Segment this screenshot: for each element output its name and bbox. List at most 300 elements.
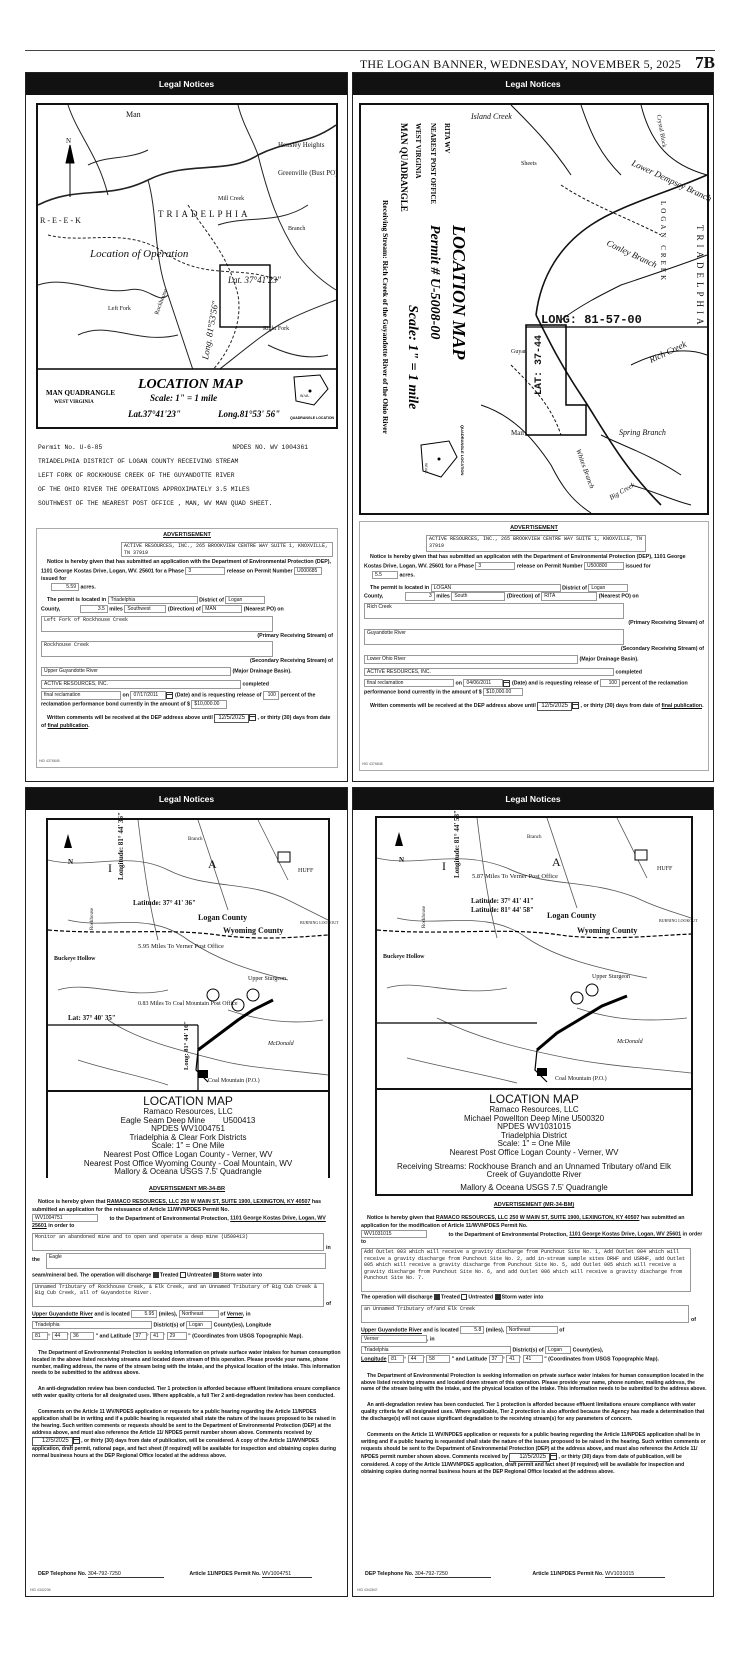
label: District of (562, 585, 587, 592)
label: Treated (441, 1294, 460, 1301)
label: in order to (48, 1222, 75, 1229)
map-label: Sheets (521, 161, 537, 167)
label: The permit is located in (47, 597, 107, 604)
label: (Direction) of (506, 594, 540, 601)
company-address: 250 W MAIN ST, SUITE 1900, LEXINGTON, KY 40507 (509, 1215, 640, 1222)
label: has submitted an application with the Department of Environmental Protection (DEP), 1101 George Kostas Drive, Logan, WV. 25601 for a Phase (41, 559, 332, 575)
label: Written comments will be received at the DEP address above until (47, 715, 213, 722)
purpose-field[interactable]: Monitor an abandoned mine and to open and operate a deep mine (U500413) (32, 1233, 324, 1251)
state-inset (421, 425, 465, 477)
post-office-field[interactable]: RITA (541, 592, 597, 601)
label: " (Coordinates from USGS Topographic Map). (188, 1333, 303, 1340)
map-label: A (208, 857, 217, 871)
quad-label: WEST VIRGINIA (414, 123, 422, 179)
map-label: HUFF (298, 868, 314, 874)
map-label: TRIADELPHIA (158, 209, 251, 219)
label: Comments on the Article 11 WV/NPDES application or requests for a public hearing regarding the Article 11/NPDES application shall be in writing and if a public hearing is requested shall state the nature of the issues proposed to be raised in the hearing. Such written comments or requests should be sent to the Department of Environmental Protection (DEP) at the address above, and must also reference the Article 11/ NPDES permit number shown above. Comments received by (361, 1432, 706, 1460)
label: Notice is hereby given that (367, 1215, 435, 1222)
paragraph-intakes: The Department of Environmental Protection is seeking information on private surface water intakes for human consumption located in the above listed receiving streams and located down stream of this operation. Please provide your name, phone number, mailing address, the name of the stream being with the intake, and the physical location of the intake. This information needs to be submitted to the address above. (32, 1349, 341, 1377)
map-caption (48, 1090, 328, 1178)
secondary-stream-field[interactable]: Rockhouse Creek (41, 641, 273, 657)
label: Notice is hereby given that (38, 1199, 106, 1206)
paragraph-intakes: The Department of Environmental Protection is seeking information on private surface water intakes for human consumption located in the above listed receiving streams and located down stream of this operation. Please provide your name, phone number, mailing address, the name of the stream being with the intake, and the physical location of the intake. This information needs to be submitted to the address above. (361, 1372, 707, 1393)
map-title: LOCATION MAP (138, 377, 243, 392)
map-label: Island Creek (471, 112, 512, 121)
label: of (220, 1311, 226, 1318)
district-select[interactable]: Logan (588, 584, 628, 593)
map-label: A (552, 855, 561, 869)
map-label: Crystal Block (655, 114, 667, 149)
typed-line: OF THE OHIO RIVER THE OPERATIONS APPROXIMATELY 3.5 MILES (38, 486, 250, 493)
basin-field[interactable]: Upper Guyandotte River (41, 667, 231, 676)
basin-name: Upper Guyandotte River (32, 1311, 93, 1318)
map-title: LOCATION MAP (489, 1092, 579, 1106)
label: (Major Drainage Basin). (579, 656, 639, 663)
typed-permit-block (38, 441, 338, 511)
map-label: 0.83 Miles To Coal Mountain Post Office (138, 1001, 238, 1007)
basin-field[interactable]: Lower Ohio River (364, 655, 578, 664)
signature-row (365, 1571, 705, 1578)
label: County(ies), Longitude (213, 1322, 272, 1329)
miles-field[interactable]: 3.5 (80, 605, 108, 614)
phase-field[interactable]: 3 (475, 562, 515, 571)
direction-field[interactable]: Southwest (124, 605, 166, 614)
map-label: Longitude: 81° 44' 58" (453, 810, 461, 878)
place-field[interactable]: Triadelphia (108, 596, 198, 605)
district-field[interactable]: Triadelphia (361, 1346, 511, 1355)
map-scale: Scale: 1" = 1 mile (405, 305, 420, 410)
label: (Date) and is requesting release of (174, 692, 262, 699)
label: District(s) of (153, 1322, 185, 1329)
district-select[interactable]: Logan (225, 596, 265, 605)
label: of Article 11/WVNPDES Permit No. (441, 1222, 528, 1229)
label: of (326, 1300, 331, 1307)
quad-label: RITA WV (443, 123, 451, 154)
direction-field[interactable]: South (451, 592, 505, 601)
map-label: Buckeye Hollow (54, 956, 96, 962)
seam-field[interactable]: Eagle (46, 1253, 326, 1269)
county-field[interactable]: Logan (545, 1346, 571, 1355)
label: , or thirty (30) days from date of (580, 702, 660, 709)
map-label: Spring Branch (619, 428, 666, 437)
miles-field[interactable]: 3 (405, 592, 435, 601)
treated-checkbox[interactable] (153, 1272, 159, 1278)
legal-notice-3 (25, 787, 348, 1597)
dep-address: 1101 George Kostas Drive, Logan, WV 25601 (569, 1231, 682, 1238)
calendar-icon[interactable] (550, 1453, 557, 1460)
applicant-field[interactable]: ACTIVE RESOURCES, INC., 265 BROOKVIEW CENTRE WAY SUITE 1, KNOXVILLE, TN 37919 (426, 535, 646, 552)
label: of (559, 1327, 565, 1334)
deadline-field[interactable]: 12/5/2025 (214, 714, 249, 723)
quadrangle: Mallory & Oceana USGS 7.5' Quadrangle (460, 1182, 608, 1192)
deadline-field[interactable]: 12/5/2025 (509, 1453, 550, 1462)
quad-title: MAN QUADRANGLE (46, 389, 116, 397)
label: (Secondary Receiving Stream) of (620, 645, 704, 652)
label: Comments on the Article 11 WV/NPDES application or requests for a public hearing regarding the Article 11/NPDES application shall be in writing and if a public hearing is requested shall state the nature of the issues proposed to be raised in the hearing. Such written comments or requests should be sent to the Department of Environmental Protection (DEP) at the address above, and must also reference the Article 11/ NPDES permit number shown above. Comments received by (32, 1409, 336, 1436)
application-kind: modification (408, 1222, 440, 1229)
label: (Date) and is requesting release of (511, 680, 599, 687)
label: (Nearest PO) on (243, 606, 284, 613)
map-label: McDonald (617, 1039, 643, 1045)
longitude-min[interactable]: 44 (52, 1332, 68, 1341)
ad-title: ADVERTISEMENT (MR-34-BM) (493, 1202, 575, 1208)
label: Notice is hereby given that (47, 559, 115, 566)
map-label: Upper Sturgeon (248, 976, 287, 982)
inset-label: W.VA. (300, 394, 310, 398)
post-office-field[interactable]: MAN (202, 605, 242, 614)
district-field[interactable]: Triadelphia (32, 1321, 152, 1330)
place-field[interactable]: LOGAN (431, 584, 561, 593)
label: Notice is hereby given that (370, 554, 438, 561)
label: (miles), (485, 1327, 505, 1334)
company-name: RAMACO RESOURCES, LLC (106, 1199, 179, 1206)
notice-bar: Legal Notices (353, 73, 713, 95)
map-label: Rockhouse (422, 905, 427, 928)
map-label: Hensley Heights (278, 141, 325, 149)
label: to the Department of Environmental Protection, (109, 1215, 229, 1222)
map-left-column (381, 123, 469, 435)
longitude-min[interactable]: 44 (408, 1355, 424, 1364)
deadline-field[interactable]: 12/5/2025 (537, 702, 572, 711)
latitude-deg[interactable]: 37 (489, 1355, 503, 1364)
paragraph-comments (32, 1409, 342, 1459)
caption-line: Nearest Post Office Logan County - Verner, WV (449, 1147, 619, 1157)
label: acres. (80, 584, 96, 591)
map-label: Big Creek (608, 480, 637, 502)
map-label: Upper Sturgeon (592, 974, 631, 980)
quad-label: MAN QUADRANGLE (399, 123, 409, 212)
phase-field[interactable]: 3 (185, 567, 225, 576)
label: " (Coordinates from USGS Topographic Map). (544, 1356, 660, 1363)
town-name: Verner (226, 1311, 243, 1318)
caption-line: Triadelphia District (501, 1130, 567, 1140)
label: The permit is located in (370, 585, 430, 592)
map-label: N (399, 856, 405, 864)
signature-row (38, 1571, 338, 1578)
map-label: Long: 81° 44' 16" (183, 1020, 190, 1070)
inset-caption: QUADRANGLE LOCATION (460, 425, 465, 476)
phone-field[interactable]: 304-792-7250 (415, 1571, 491, 1578)
map-label: Logan County (198, 913, 248, 922)
calendar-icon[interactable] (572, 702, 579, 709)
stream (78, 330, 178, 337)
north-arrow (395, 832, 403, 846)
map-label: Branch (527, 835, 542, 840)
map-label: TRIADELPHIA (695, 225, 705, 329)
work-field[interactable]: final reclamation (41, 691, 121, 700)
label: Untreated (468, 1294, 494, 1301)
label: completed (242, 681, 269, 688)
page-number: 7B (695, 53, 715, 72)
inset-label: W.VA. (424, 463, 429, 474)
caption-line: Scale: 1" = One Mile (151, 1141, 225, 1151)
caption-line: Scale: 1" = One Mile (497, 1139, 571, 1149)
calendar-icon[interactable] (503, 680, 510, 687)
typed-line: LEFT FORK OF ROCKHOUSE CREEK OF THE GUYANDOTTE RIVER (38, 472, 235, 479)
latitude-sec[interactable]: 41 (523, 1355, 543, 1364)
map-label: Right Fork (263, 326, 290, 332)
stream (268, 345, 328, 357)
map-label: Branch (188, 837, 203, 842)
label: percent of the reclamation performance bond currently in the amount of $ (41, 692, 316, 708)
caption-line: Ramaco Resources, LLC (143, 1107, 233, 1116)
calendar-icon[interactable] (166, 692, 173, 699)
label: on (122, 692, 129, 699)
caption-line: Mallory & Oceana USGS 7.5' Quadrangle (114, 1167, 262, 1177)
label: Storm water (220, 1272, 251, 1279)
map-label: Wyoming County (223, 926, 284, 935)
permit-value-field[interactable]: WV1031015 (605, 1571, 665, 1578)
company-address: 250 W MAIN ST, SUITE 1900, LEXINGTON, KY 40507 (180, 1199, 311, 1206)
map-label: BURNING LOOKOUT (659, 918, 698, 923)
caption-line: Triadelphia & Clear Fork Districts (129, 1132, 247, 1142)
label: percent of the reclamation performance bond currently in the amount of $ (364, 680, 688, 696)
inset-caption: QUADRANGLE LOCATION (290, 416, 335, 420)
label: in order to (361, 1231, 703, 1245)
miles-field[interactable]: 5.95 (131, 1310, 157, 1319)
ad-title: ADVERTISEMENT (510, 525, 558, 531)
storm-water-checkbox[interactable] (495, 1294, 501, 1300)
label: to the Department of Environmental Protection, (448, 1231, 568, 1238)
primary-stream-field[interactable]: Left Fork of Rockhouse Creek (41, 616, 273, 632)
stream (38, 282, 168, 298)
latitude-deg[interactable]: 37 (133, 1332, 147, 1341)
receiving-field[interactable]: Unnamed Tributary of Rockhouse Creek, & Elk Creek, and an Unnamed Tributary of Big Cub Creek & Big Cub Creek, all of Guyandotte River. (32, 1283, 324, 1307)
label: (Primary Receiving Stream) of (628, 620, 704, 627)
label: , in (427, 1336, 435, 1343)
caption-line: Michael Powellton Deep Mine U500320 (463, 1113, 605, 1123)
label: Storm water (501, 1294, 533, 1301)
treated-checkbox[interactable] (434, 1294, 440, 1300)
bond-field[interactable]: $10,000.00 (191, 700, 227, 709)
purpose-field[interactable]: Add Outlet 003 which will receive a gravity discharge from Punchout Site No. 1, Add Outlet 004 which will receive a gravity discharge from Punchout Site No. 2, add in-stream sample sites DRHF and USRHF, add Outlet 005 which will receive a gravity discharge from Punchout Site No. 5, add Outlet 005 which will receive a gravity discharge from Punchout Site No. 6, and add Outlet 006 which will receive a gravity discharge from Punchout Site No. 7. (361, 1248, 691, 1292)
page-header (25, 50, 715, 72)
stream (238, 105, 258, 155)
label: final publication (661, 702, 703, 709)
label: , in (242, 1311, 251, 1318)
county-field[interactable]: Logan (186, 1321, 212, 1330)
longitude-sec[interactable]: 58 (426, 1355, 450, 1364)
label: DEP Telephone No. (365, 1571, 414, 1577)
longitude-deg[interactable]: 81 (388, 1355, 404, 1364)
label: release on Permit Number (226, 568, 293, 575)
receiving-stream: Receiving Stream: Rich Creek of the Guyandotte River of the Ohio River (381, 200, 390, 434)
company-field[interactable]: ACTIVE RESOURCES, INC. (41, 680, 241, 689)
untreated-checkbox[interactable] (461, 1294, 467, 1300)
storm-water-checkbox[interactable] (213, 1272, 219, 1278)
permit-number-field[interactable]: U500800 (584, 562, 624, 571)
county-line (48, 930, 328, 938)
typed-permit: Permit No. U-6-85 (38, 444, 103, 451)
latitude-min[interactable]: 41 (150, 1332, 164, 1341)
map-label: Rockhouse (154, 288, 170, 316)
quad-label: NEAREST POST OFFICE (429, 123, 437, 205)
label: acres. (399, 572, 415, 579)
stream (68, 105, 108, 195)
road (188, 205, 239, 375)
typed-line: TRIADELPHIA DISTRICT OF LOGAN COUNTY RECEIVING STREAM (38, 458, 239, 465)
county-line (377, 930, 691, 938)
permit-number-field[interactable]: U000685 (294, 567, 322, 576)
caption-line: NPDES WV1031015 (497, 1122, 571, 1132)
acres-field[interactable]: 5.59 (51, 583, 79, 592)
label: in (326, 1244, 331, 1251)
map-label: Rich Creek (647, 338, 689, 365)
label: (Nearest PO) on (598, 594, 639, 601)
map-label: N (66, 137, 72, 145)
label: , or thirty (30) days from date of publication, will be considered. A copy of the Article 11/WVNPDES application, draft permit, rational page, and fact sheet (if required) will be available for inspection and obtaining copies during normal business hours at the DEP Regional Office located at the address above. (32, 1437, 336, 1459)
latitude-min[interactable]: 41 (506, 1355, 520, 1364)
stream (88, 150, 148, 165)
label: " and Latitude (451, 1356, 488, 1363)
deadline-field[interactable]: 12/5/2025 (32, 1437, 73, 1446)
latitude-sec[interactable]: 29 (167, 1332, 187, 1341)
map-label: Coal Mountain (P.O.) (555, 1076, 607, 1082)
miles-field[interactable]: 5.8 (460, 1326, 484, 1335)
label: (Direction) of (167, 606, 201, 613)
advertisement-form-3: ADVERTISEMENT MR-34-BR Notice is hereby given that RAMACO RESOURCES, LLC 250 W MAIN ST, SUITE 1900, LEXINGTON, KY 40507 has submitted an application for the reissuance of Article 11/WVNPDES Permit No. WV1004751 to the Department of Environmental Protection, 1101 George Kostas Drive, Logan, WV 25601 in order to Monitor an abandoned mine and to open and operate a deep mine (U500413) in the Eagle seam/mineral bed. The operation will discharge Treated Untreated Storm water into Unnamed Tributary of Rockhouse Creek, & Elk Creek, and an Unnamed Tributary of Big Cub Creek & Big Cub Creek, all of Guyandotte River. of Upper Guyandotte River and is located 5.95 (miles), Northeast of Verner, in Triadelphia District(s) of Logan County(ies), Longitude 81 ° 44 ' 36 " and Latitude 37 ° 41 ' 29 " (Coordinates from USGS Topographic Map). The Department of Environmental Protection is seeking information on private surface water intakes for human consumption located in the above listed receiving streams and located down stream of this operation. Please provide your name, phone number, mailing address, the name of the stream being with the intake, and the physical location of the intake. This information needs to be submitted to the address above. An anti-degradation review has been conducted. Tier 1 protection is afforded because effluent limitations ensure compliance with water quality criteria for all designated uses. Where applicable, a full Tier 2 anti-degradation review has been conducted. Comments on the Article 11 WV/NPDES application or requests for a public hearing regarding the Article 11/NPDES application shall be in writing and if a public hearing is requested shall state the nature of the issues proposed to be raised in the hearing. Such written comments or requests should be sent to the Department of Environmental Protection (DEP) at the address above, and must also reference the Article 11/ NPDES permit number shown above. Comments received by 12/5/2025 , or thirty (30) days from date of publication, will be considered. A copy of the Article 11/WVNPDES application, draft permit, rational page, and fact sheet (if required) will be available for inspection and obtaining copies during normal business hours at the DEP Regional Office located at the address above. (32, 1186, 341, 1459)
label: of Article 11/WVNPDES Permit No. (143, 1206, 230, 1213)
acres-field[interactable]: 5.5 (372, 571, 398, 580)
map-title: LOCATION MAP (449, 225, 469, 360)
longitude-deg[interactable]: 81 (32, 1332, 48, 1341)
notice-bar: Legal Notices (353, 788, 713, 810)
label: has submitted an application for the (361, 1215, 685, 1229)
legal-notice-4 (352, 787, 714, 1597)
ad-code: HID 4376846 (362, 761, 383, 766)
ad-code: HID 4342236 (30, 1588, 51, 1592)
map-label: I (108, 861, 112, 875)
label: Article 11/NPDES Permit No. (189, 1571, 261, 1577)
date-field[interactable]: 04/06/2011 (463, 679, 503, 688)
map-label: Mill Creek (218, 196, 245, 202)
north-arrow (64, 834, 72, 848)
map-label: HUFF (657, 866, 673, 872)
quad-sub: WEST VIRGINIA (54, 400, 94, 405)
applicant-field[interactable]: ACTIVE RESOURCES, INC., 265 BROOKVIEW CENTRE WAY SUITE 1, KNOXVILLE, TN 37919 (121, 542, 333, 557)
label: has submitted an applicaton with the Department of Environmental Protection (DEP), 1101 George Kostas Drive, Logan, WV. 25601 for a Phase (364, 554, 686, 570)
untreated-checkbox[interactable] (180, 1272, 186, 1278)
label: into (252, 1272, 263, 1279)
map-label: Guyan (511, 349, 527, 355)
calendar-icon[interactable] (249, 714, 256, 721)
application-kind: reissuance (113, 1206, 142, 1213)
map-label: I (442, 859, 446, 873)
map-label: R-E-E-K (40, 216, 83, 225)
work-field[interactable]: final reclamation (364, 679, 454, 688)
map-label: Man (126, 110, 141, 119)
label: (miles), (158, 1311, 178, 1318)
map-label: 5.87 Miles To Verner Post Office (472, 873, 558, 880)
map-label: 5.95 Miles To Verner Post Office (138, 943, 224, 950)
map-label: BURNING LOOKOUT (300, 920, 339, 925)
label: Untreated (187, 1272, 212, 1279)
map-label: Location of Operation (90, 248, 189, 260)
ad-code: HID 4376845 (39, 758, 60, 763)
label: miles (436, 594, 450, 601)
label: , or thirty (30) days from date of publication, will be considered. A copy of the Article 11/WVNPDES application, draft permit and fact sheet (if required) will be available for inspection and obtaining copies during normal business hours at the DEP Regional Office located at the address above. (361, 1453, 685, 1475)
direction-field[interactable]: Northeast (179, 1310, 219, 1319)
map-label: Lower Dempsey Branch (630, 157, 714, 204)
map-label: Lat. 37°41'23" (228, 275, 281, 285)
town-field[interactable]: Verner (361, 1335, 427, 1344)
date-field[interactable]: 07/17/2011 (130, 691, 166, 700)
ad-title: ADVERTISEMENT MR-34-BR (148, 1186, 226, 1192)
phone-field[interactable]: 304-792-7250 (88, 1571, 164, 1578)
receiving-streams: Receiving Streams: Rockhouse Branch and an Unnamed Tributary of/and Elk Creek of Guyandotte River (397, 1161, 671, 1180)
permit-field[interactable]: WV1004751 (32, 1214, 98, 1223)
map-label: Logan County (547, 911, 597, 920)
label: of (691, 1316, 696, 1323)
ad-code: HID 4342847 (357, 1588, 378, 1592)
location-map-4 (375, 810, 698, 1196)
label: miles (109, 606, 123, 613)
map-label: Conley Branch (605, 237, 659, 270)
map-label: Greenville (Bust PO) (278, 169, 338, 177)
map-label: McDonald (268, 1041, 294, 1047)
primary-stream-field[interactable]: Rich Creek (364, 603, 624, 619)
receiving-field[interactable]: an Unnamed Tributary of/and Elk Creek (361, 1305, 689, 1323)
label: County, (364, 594, 384, 601)
paragraph-antidegradation: An anti-degradation review has been conducted. Tier 1 protection is afforded because effluent limitations ensure compliance with water quality criteria for all designated uses. Where applicable, Tier 2 protection is also afforded because the Agency has made a determination that the discharge(s) will not cause significant degradation to the receiving stream(s) for any parameters of concern. (361, 1402, 705, 1423)
label: DEP Telephone No. (38, 1571, 87, 1577)
map-title: LOCATION MAP (143, 1094, 233, 1108)
label: The operation will discharge (361, 1294, 433, 1301)
bond-field[interactable]: $10,000.00 (483, 688, 523, 697)
map-permit: Permit # U-5008-00 (427, 225, 442, 340)
permit-field[interactable]: WV1031015 (361, 1230, 427, 1239)
typed-npdes: NPDES NO. WV 1004361 (232, 444, 308, 451)
percent-field[interactable]: 100 (600, 679, 620, 688)
percent-field[interactable]: 100 (263, 691, 279, 700)
label: issued for (41, 575, 67, 582)
map-label: Coal Mountain (P.O.) (208, 1078, 260, 1084)
label: County(ies), (572, 1347, 604, 1354)
legal-notice-1 (25, 72, 348, 782)
label: issued for (625, 563, 651, 570)
map-label: Lat: 37° 40' 35" (68, 1014, 116, 1022)
map-label: LONG: 81-57-00 (541, 313, 642, 327)
basin-name: Upper Guyandotte River (361, 1327, 422, 1334)
label: release on Permit Number (516, 563, 583, 570)
secondary-stream-field[interactable]: Guyandotte River (364, 629, 624, 645)
map-scale: Scale: 1" = 1 mile (150, 393, 218, 403)
company-field[interactable]: ACTIVE RESOURCES, INC. (364, 668, 614, 677)
label: Article 11/NPDES Permit No. (532, 1571, 604, 1577)
permit-value-field[interactable]: WV1004751 (262, 1571, 312, 1578)
map-label: Branch (288, 226, 306, 232)
label: into (533, 1294, 544, 1301)
advertisement-form-4: ADVERTISEMENT (MR-34-BM) Notice is hereby given that RAMACO RESOURCES, LLC 250 W MAIN ST, SUITE 1900, LEXINGTON, KY 40507 has submitted an application for the modification of Article 11/WVNPDES Permit No. WV1031015 to the Department of Environmental Protection, 1101 George Kostas Drive, Logan, WV 25601 in order to Add Outlet 003 which will receive a gravity discharge from Punchout Site No. 1, Add Outlet 004 which will receive a gravity discharge from Punchout Site No. 2, add in-stream sample sites DRHF and USRHF, add Outlet 005 which will receive a gravity discharge from Punchout Site No. 5, add Outlet 005 which will receive a gravity discharge from Punchout Site No. 6, and add Outlet 006 which will receive a gravity discharge from Punchout Site No. 7. The operation will discharge Treated Untreated Storm water into an Unnamed Tributary of/and Elk Creek of Upper Guyandotte River and is located 5.8 (miles), Northeast of Verner , in Triadelphia District(s) of Logan County(ies), Longitude 81 ° 44 ' 58 " and Latitude 37 ° 41 ' 41 " (Coordinates from USGS Topographic Map). The Department of Environmental Protection is seeking information on private surface water intakes for human consumption located in the above listed receiving streams and located down stream of this operation. Please provide your name, phone number, mailing address, the name of the stream being with the intake, and the physical location of the intake. This information needs to be submitted to the address above. An anti-degradation review has been conducted. Tier 1 protection is afforded because effluent limitations ensure compliance with water quality criteria for all designated uses. Where applicable, Tier 2 protection is also afforded because the Agency has made a determination that the discharge(s) will not cause significant degradation to the receiving stream(s) for any parameters of concern. Comments on the Article 11 WV/NPDES application or requests for a public hearing regarding the Article 11/NPDES application shall be in writing and if a public hearing is requested shall state the nature of the issues proposed to be raised in the hearing. Such written comments or requests should be sent to the Department of Environmental Protection (DEP) at the address above, and must also reference the Article 11/ NPDES permit number shown above. Comments received by 12/5/2025 , or thirty (30) days from date of publication, will be considered. A copy of the Article 11/WVNPDES application, draft permit and fact sheet (if required) will be available for inspection and obtaining copies during normal business hours at the DEP Regional Office located at the address above. (361, 1202, 707, 1475)
ad-title: ADVERTISEMENT (163, 532, 211, 538)
longitude-sec[interactable]: 36 (70, 1332, 94, 1341)
map-lat: Lat.37°41'23" (128, 409, 181, 419)
advertisement-form-2: ADVERTISEMENT ACTIVE RESOURCES, INC., 265 BROOKVIEW CENTRE WAY SUITE 1, KNOXVILLE, TN 37919 Notice is hereby given that has submitted an applicaton with the Department of Environmental Protection (DEP), 1101 George Kostas Drive, Logan, WV. 25601 for a Phase 3 release on Permit Number U500800 issued for 5.5 acres. The permit is located in LOGAN District of Logan County, 3 miles South (Direction) of RITA (Nearest PO) on Rich Creek (Primary Receiving Stream) of Guyandotte River (Secondary Receiving Stream) of Lower Ohio River (Major Drainage Basin). ACTIVE RESOURCES, INC. completed final reclamation on 04/06/2011 (Date) and is requesting release of 100 percent of the reclamation performance bond currently in the amount of $ $10,000.00 Written comments will be received at the DEP address above until 12/5/2025 , or thirty (30) days from date of final publication. HID 4376846 (359, 521, 709, 771)
direction-field[interactable]: Northeast (506, 1326, 558, 1335)
label: seam/mineral bed. The operation will discharge (32, 1272, 152, 1279)
map-label: Longitude: 81° 44' 36" (117, 812, 125, 880)
label: County, (41, 606, 61, 613)
label: " and Latitude (95, 1333, 132, 1340)
label: District of (199, 597, 224, 604)
caption-line: Ramaco Resources, LLC (489, 1105, 579, 1114)
map-label: Left Fork (108, 306, 131, 312)
location-map-3 (46, 812, 339, 1178)
label: Treated (159, 1272, 179, 1279)
map-caption (377, 1088, 691, 1194)
calendar-icon[interactable] (73, 1437, 80, 1444)
map-label: LOGAN CREEK (659, 201, 667, 284)
